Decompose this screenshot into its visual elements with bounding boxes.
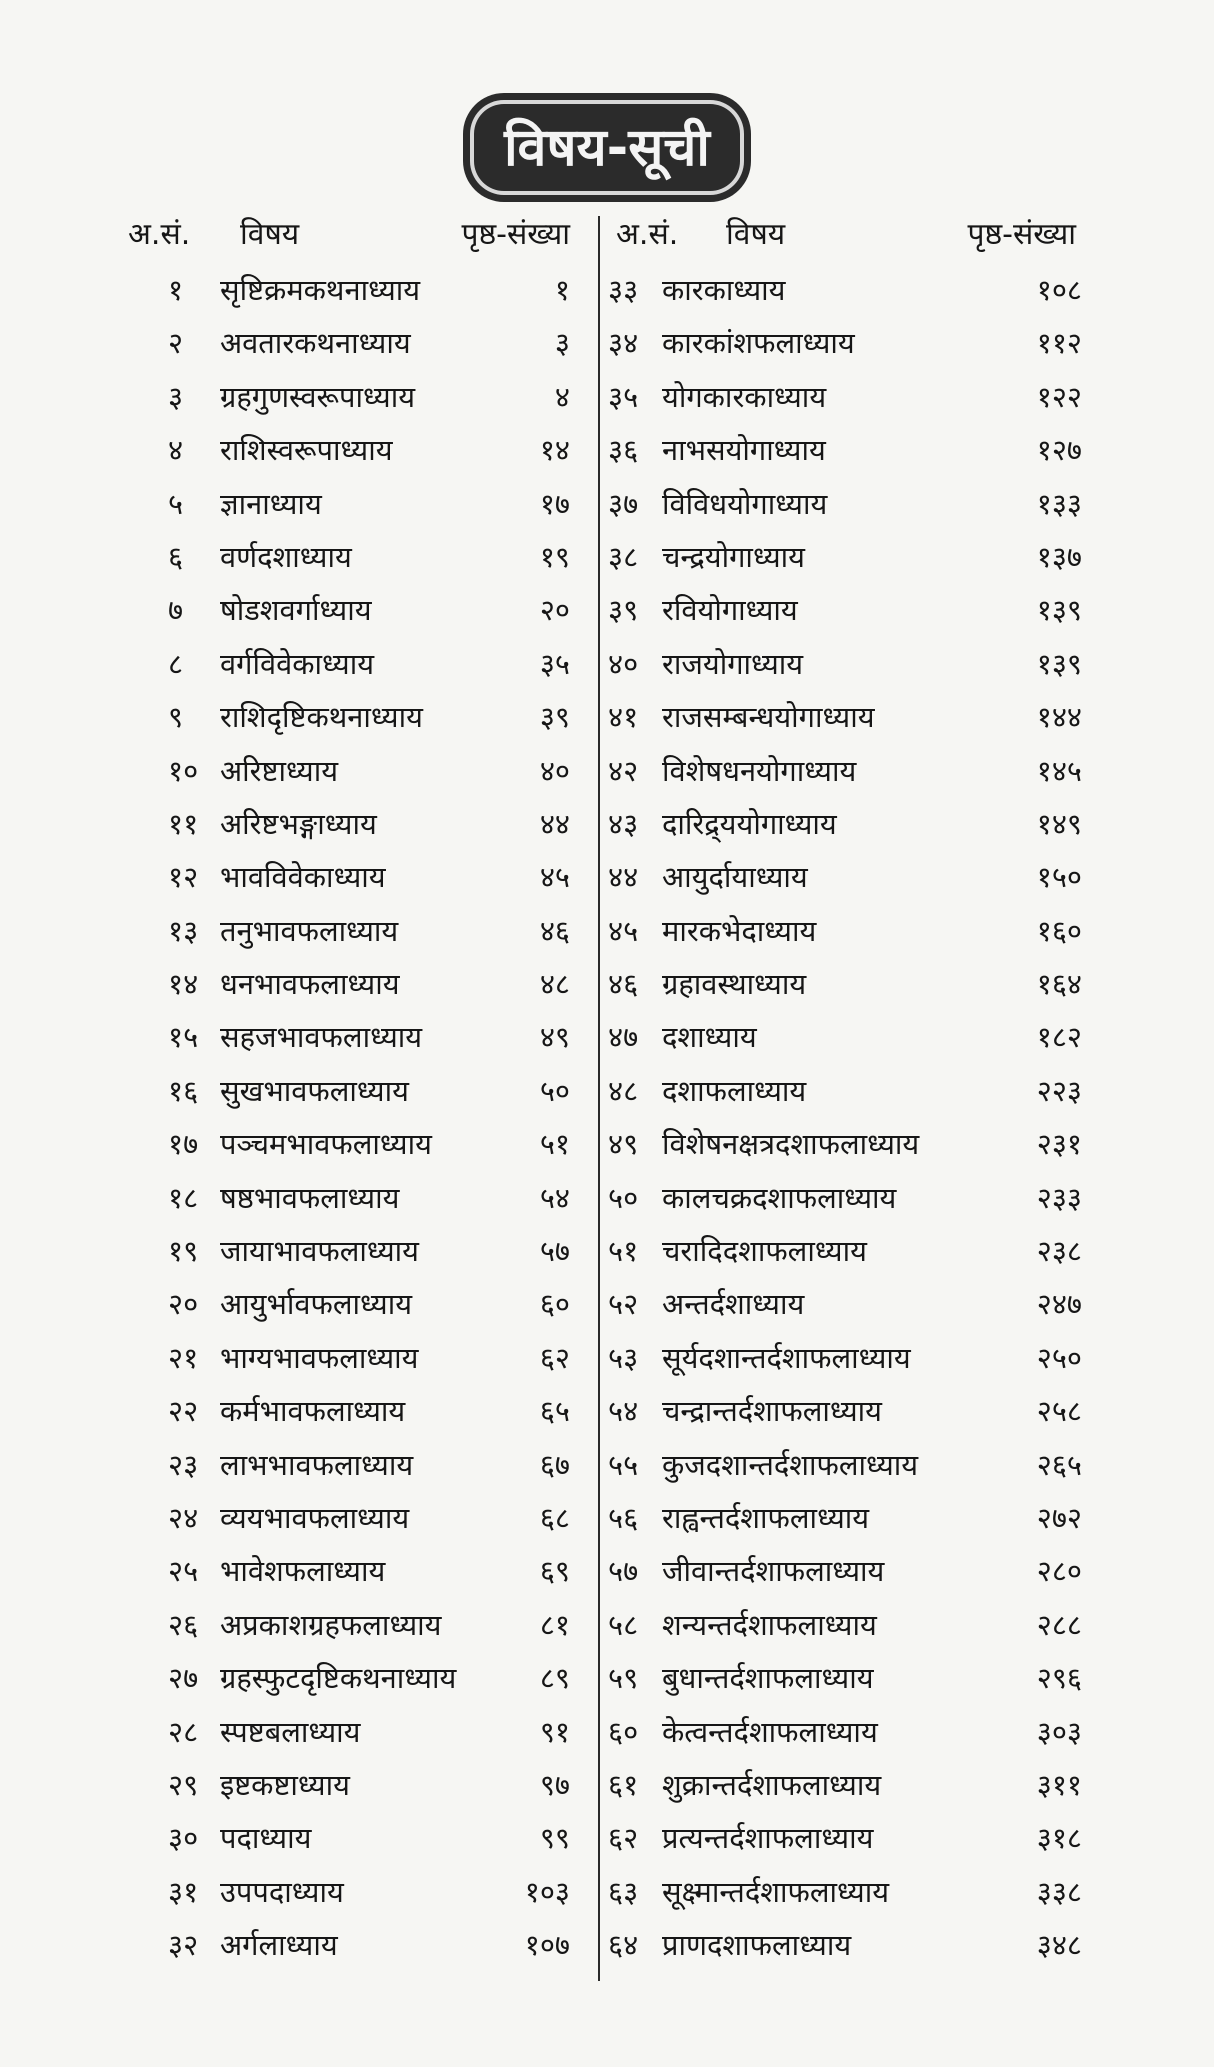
entry-number: ४६: [608, 967, 639, 1002]
column-header: [602, 212, 1082, 264]
toc-row: [128, 851, 598, 904]
entry-title: आयुर्दायाध्याय: [662, 860, 808, 895]
toc-row: [128, 1545, 598, 1598]
entry-page: २५८: [1036, 1394, 1082, 1429]
entry-page: ५०: [539, 1073, 570, 1108]
entry-page: ४६: [539, 913, 570, 948]
entry-title: जायाभावफलाध्याय: [220, 1234, 419, 1269]
header-sno: अ.सं.: [128, 217, 191, 252]
header-sno: अ.सं.: [616, 217, 679, 252]
entry-title: अरिष्टाध्याय: [220, 753, 339, 788]
column-divider: [598, 216, 600, 1981]
toc-row: [128, 1919, 598, 1972]
header-page: पृष्ठ-संख्या: [461, 217, 570, 252]
entry-title: रवियोगाध्याय: [662, 593, 798, 628]
entry-title: अप्रकाशग्रहफलाध्याय: [220, 1607, 442, 1642]
entry-page: १: [554, 273, 570, 307]
entry-number: ३९: [608, 593, 639, 628]
entry-page: १२२: [1036, 379, 1082, 414]
toc-row: [602, 851, 1082, 904]
entry-title: शन्यन्तर्दशाफलाध्याय: [662, 1607, 877, 1642]
entry-page: ९७: [539, 1767, 570, 1802]
entry-title: विशेषनक्षत्रदशाफलाध्याय: [662, 1127, 920, 1162]
entry-number: २४: [168, 1500, 199, 1535]
entry-title: इष्टकष्टाध्याय: [220, 1767, 350, 1802]
entry-number: ४९: [608, 1127, 639, 1162]
entry-page: ९९: [539, 1821, 570, 1856]
entry-page: १३७: [1036, 539, 1082, 574]
entry-number: ६४: [608, 1928, 639, 1963]
entry-page: ३५: [539, 646, 570, 681]
entry-page: ४९: [539, 1020, 570, 1055]
toc-row: [602, 1278, 1082, 1331]
entry-number: १६: [168, 1073, 199, 1108]
entry-number: ५२: [608, 1287, 639, 1322]
entry-number: १८: [168, 1180, 199, 1215]
entry-number: ३८: [608, 539, 639, 574]
entry-title: वर्णदशाध्याय: [220, 539, 352, 574]
toc-row: [128, 798, 598, 851]
entry-title: दशाफलाध्याय: [662, 1073, 807, 1108]
entry-title: कर्मभावफलाध्याय: [220, 1394, 406, 1429]
entry-number: २७: [168, 1661, 199, 1696]
entry-page: १९: [539, 539, 570, 574]
entry-title: केत्वन्तर्दशाफलाध्याय: [662, 1714, 878, 1749]
toc-row: [602, 1439, 1082, 1492]
entry-number: ३०: [168, 1821, 199, 1856]
entry-title: सृष्टिक्रमकथनाध्याय: [220, 273, 421, 307]
entry-page: १५०: [1036, 860, 1082, 895]
entry-number: १: [168, 273, 184, 307]
entry-page: ८१: [539, 1607, 570, 1642]
entry-page: ३०३: [1036, 1714, 1082, 1749]
entry-title: चन्द्रयोगाध्याय: [662, 539, 805, 574]
toc-row: [128, 531, 598, 584]
toc-row: [128, 478, 598, 531]
entry-page: १६०: [1036, 913, 1082, 948]
entry-title: मारकभेदाध्याय: [662, 913, 817, 948]
toc-row: [602, 745, 1082, 798]
toc-row: [128, 264, 598, 317]
entry-title: प्राणदशाफलाध्याय: [662, 1928, 852, 1963]
entry-page: ३१८: [1036, 1821, 1082, 1856]
entry-number: ५६: [608, 1500, 639, 1535]
entry-page: १४४: [1036, 700, 1082, 735]
entry-page: ६७: [539, 1447, 570, 1482]
entry-page: २८८: [1036, 1607, 1082, 1642]
entry-number: २३: [168, 1447, 199, 1482]
entry-page: ९१: [539, 1714, 570, 1749]
entry-page: १३९: [1036, 646, 1082, 681]
toc-row: [602, 1172, 1082, 1225]
entry-page: १०३: [524, 1874, 570, 1909]
entry-title: अरिष्टभङ्गाध्याय: [220, 806, 377, 841]
entry-number: २२: [168, 1394, 199, 1429]
entry-number: ५३: [608, 1340, 639, 1375]
entry-page: ६९: [539, 1554, 570, 1589]
toc-row: [128, 745, 598, 798]
entry-number: ६१: [608, 1767, 639, 1802]
toc-row: [128, 1065, 598, 1118]
toc-row: [128, 1385, 598, 1438]
entry-title: राशिस्वरूपाध्याय: [220, 433, 393, 468]
entry-number: १०: [168, 753, 199, 788]
entry-number: ६०: [608, 1714, 639, 1749]
toc-row: [602, 1599, 1082, 1652]
entry-title: दारिद्र्ययोगाध्याय: [662, 806, 837, 841]
toc-row: [128, 1332, 598, 1385]
entry-number: ३: [168, 379, 184, 414]
toc-row: [602, 531, 1082, 584]
header-subject: विषय: [726, 217, 786, 252]
entry-number: २०: [168, 1287, 199, 1322]
entry-number: ५७: [608, 1554, 639, 1589]
entry-title: आयुर्भावफलाध्याय: [220, 1287, 413, 1322]
toc-rows-right: [602, 264, 1082, 1973]
entry-title: चन्द्रान्तर्दशाफलाध्याय: [662, 1394, 882, 1429]
toc-row: [128, 1172, 598, 1225]
entry-page: ११२: [1036, 326, 1082, 361]
entry-number: ७: [168, 593, 184, 628]
toc-row: [128, 905, 598, 958]
entry-number: ३५: [608, 379, 639, 414]
entry-number: ५०: [608, 1180, 639, 1215]
entry-title: ग्रहगुणस्वरूपाध्याय: [220, 379, 416, 414]
toc-row: [602, 424, 1082, 477]
toc-row: [602, 638, 1082, 691]
toc-row: [128, 1599, 598, 1652]
entry-number: ४१: [608, 700, 639, 735]
entry-number: ४४: [608, 860, 639, 895]
toc-row: [128, 424, 598, 477]
toc-row: [602, 264, 1082, 317]
entry-number: १४: [168, 967, 199, 1002]
toc-row: [602, 1812, 1082, 1865]
entry-title: लाभभावफलाध्याय: [220, 1447, 414, 1482]
entry-page: १३३: [1036, 486, 1082, 521]
toc-row: [602, 1332, 1082, 1385]
toc-row: [128, 958, 598, 1011]
entry-title: भावेशफलाध्याय: [220, 1554, 386, 1589]
entry-page: ८९: [539, 1661, 570, 1696]
entry-number: २९: [168, 1767, 199, 1802]
entry-page: ३३८: [1036, 1874, 1082, 1909]
entry-page: २५०: [1036, 1340, 1082, 1375]
entry-title: भावविवेकाध्याय: [220, 860, 386, 895]
toc-row: [602, 584, 1082, 637]
entry-title: प्रत्यन्तर्दशाफलाध्याय: [662, 1821, 874, 1856]
entry-page: ५७: [539, 1234, 570, 1269]
entry-number: १७: [168, 1127, 199, 1162]
toc-row: [602, 905, 1082, 958]
toc-row: [602, 317, 1082, 370]
entry-page: ३९: [539, 700, 570, 735]
entry-title: राजयोगाध्याय: [662, 646, 804, 681]
toc-row: [602, 798, 1082, 851]
toc-row: [602, 691, 1082, 744]
entry-page: २६५: [1036, 1447, 1082, 1482]
toc-row: [602, 371, 1082, 424]
page-title: विषय-सूची: [470, 100, 744, 195]
toc-row: [602, 1118, 1082, 1171]
entry-page: ४: [554, 379, 570, 414]
entry-title: भाग्यभावफलाध्याय: [220, 1340, 419, 1375]
entry-number: २१: [168, 1340, 199, 1375]
toc-row: [128, 1866, 598, 1919]
entry-number: ४७: [608, 1020, 639, 1055]
entry-page: १४५: [1036, 753, 1082, 788]
entry-page: ४४: [539, 806, 570, 841]
entry-number: ३७: [608, 486, 639, 521]
toc-column-left: [128, 212, 598, 1973]
entry-title: कारकाध्याय: [662, 273, 786, 307]
entry-page: ४०: [539, 753, 570, 788]
entry-title: धनभावफलाध्याय: [220, 967, 400, 1002]
toc-row: [128, 1652, 598, 1705]
entry-page: १४: [539, 433, 570, 468]
toc-row: [128, 584, 598, 637]
toc-row: [128, 691, 598, 744]
entry-title: विशेषधनयोगाध्याय: [662, 753, 857, 788]
entry-title: राजसम्बन्धयोगाध्याय: [662, 700, 875, 735]
entry-title: राशिदृष्टिकथनाध्याय: [220, 700, 423, 735]
entry-page: २३१: [1036, 1127, 1082, 1162]
entry-number: ११: [168, 806, 199, 841]
entry-page: २४७: [1036, 1287, 1082, 1322]
entry-page: १३९: [1036, 593, 1082, 628]
toc-row: [128, 1706, 598, 1759]
toc-row: [602, 1919, 1082, 1972]
entry-number: २५: [168, 1554, 199, 1589]
entry-title: अवतारकथनाध्याय: [220, 326, 411, 361]
entry-title: स्पष्टबलाध्याय: [220, 1714, 361, 1749]
entry-title: सूर्यदशान्तर्दशाफलाध्याय: [662, 1340, 911, 1375]
toc-row: [128, 1011, 598, 1064]
entry-page: २०: [539, 593, 570, 628]
entry-number: ४५: [608, 913, 639, 948]
entry-page: ५१: [539, 1127, 570, 1162]
entry-number: ३२: [168, 1928, 199, 1963]
entry-page: ३११: [1036, 1767, 1082, 1802]
toc-row: [602, 1011, 1082, 1064]
entry-title: सहजभावफलाध्याय: [220, 1020, 423, 1055]
toc-row: [602, 1492, 1082, 1545]
toc-row: [602, 1866, 1082, 1919]
entry-title: सूक्ष्मान्तर्दशाफलाध्याय: [662, 1874, 890, 1909]
entry-number: ३१: [168, 1874, 199, 1909]
entry-number: ५१: [608, 1234, 639, 1269]
entry-page: ६५: [539, 1394, 570, 1429]
entry-number: ९: [168, 700, 184, 735]
entry-title: उपपदाध्याय: [220, 1874, 344, 1909]
entry-title: योगकारकाध्याय: [662, 379, 827, 414]
entry-title: ज्ञानाध्याय: [220, 486, 322, 521]
entry-page: १४९: [1036, 806, 1082, 841]
toc-row: [602, 1759, 1082, 1812]
toc-row: [128, 371, 598, 424]
entry-title: सुखभावफलाध्याय: [220, 1073, 409, 1108]
toc-row: [128, 1812, 598, 1865]
entry-page: ३४८: [1036, 1928, 1082, 1963]
entry-page: २७२: [1036, 1500, 1082, 1535]
entry-page: ४८: [539, 967, 570, 1002]
entry-number: ३६: [608, 433, 639, 468]
toc-row: [128, 1118, 598, 1171]
toc-row: [128, 1278, 598, 1331]
entry-title: ग्रहावस्थाध्याय: [662, 967, 807, 1002]
toc-row: [128, 317, 598, 370]
entry-number: ४०: [608, 646, 639, 681]
toc-row: [602, 1706, 1082, 1759]
toc-row: [128, 1759, 598, 1812]
entry-title: पञ्चमभावफलाध्याय: [220, 1127, 432, 1162]
entry-number: ५९: [608, 1661, 639, 1696]
entry-title: षष्ठभावफलाध्याय: [220, 1180, 400, 1215]
entry-number: ३४: [608, 326, 639, 361]
toc-row: [602, 1385, 1082, 1438]
entry-title: अन्तर्दशाध्याय: [662, 1287, 805, 1322]
entry-number: ४३: [608, 806, 639, 841]
entry-number: ५४: [608, 1394, 639, 1429]
header-page: पृष्ठ-संख्या: [967, 217, 1076, 252]
entry-number: २८: [168, 1714, 199, 1749]
entry-number: ४२: [608, 753, 639, 788]
entry-page: ५४: [539, 1180, 570, 1215]
entry-page: २८०: [1036, 1554, 1082, 1589]
entry-page: २३८: [1036, 1234, 1082, 1269]
entry-title: विविधयोगाध्याय: [662, 486, 828, 521]
toc-row: [602, 478, 1082, 531]
entry-number: ३३: [608, 273, 639, 307]
entry-title: कुजदशान्तर्दशाफलाध्याय: [662, 1447, 919, 1482]
entry-page: ६२: [539, 1340, 570, 1375]
entry-page: ४५: [539, 860, 570, 895]
entry-page: १८२: [1036, 1020, 1082, 1055]
entry-page: ३: [554, 326, 570, 361]
toc-row: [602, 1652, 1082, 1705]
entry-title: जीवान्तर्दशाफलाध्याय: [662, 1554, 885, 1589]
entry-page: ६०: [539, 1287, 570, 1322]
entry-number: ५५: [608, 1447, 639, 1482]
entry-page: २३३: [1036, 1180, 1082, 1215]
entry-number: ६२: [608, 1821, 639, 1856]
entry-page: २२३: [1036, 1073, 1082, 1108]
entry-title: कारकांशफलाध्याय: [662, 326, 855, 361]
entry-title: बुधान्तर्दशाफलाध्याय: [662, 1661, 874, 1696]
entry-number: १२: [168, 860, 199, 895]
entry-number: १९: [168, 1234, 199, 1269]
entry-number: १५: [168, 1020, 199, 1055]
entry-title: पदाध्याय: [220, 1821, 312, 1856]
toc-row: [128, 638, 598, 691]
entry-title: वर्गविवेकाध्याय: [220, 646, 375, 681]
entry-number: २६: [168, 1607, 199, 1642]
toc-row: [602, 1065, 1082, 1118]
toc-row: [128, 1492, 598, 1545]
toc-rows-left: [128, 264, 598, 1973]
entry-title: कालचक्रदशाफलाध्याय: [662, 1180, 897, 1215]
entry-title: शुक्रान्तर्दशाफलाध्याय: [662, 1767, 882, 1802]
entry-page: २९६: [1036, 1661, 1082, 1696]
entry-page: १०७: [524, 1928, 570, 1963]
toc-row: [128, 1225, 598, 1278]
entry-title: राह्वन्तर्दशाफलाध्याय: [662, 1500, 870, 1535]
entry-page: १६४: [1036, 967, 1082, 1002]
title-wrap: [0, 100, 1214, 195]
toc-row: [128, 1439, 598, 1492]
toc-row: [602, 1225, 1082, 1278]
column-header: [128, 212, 598, 264]
entry-page: १२७: [1036, 433, 1082, 468]
entry-title: तनुभावफलाध्याय: [220, 913, 399, 948]
entry-title: व्ययभावफलाध्याय: [220, 1500, 410, 1535]
header-subject: विषय: [240, 217, 300, 252]
entry-page: १७: [539, 486, 570, 521]
entry-number: ५: [168, 486, 184, 521]
toc-row: [602, 1545, 1082, 1598]
toc-column-right: [602, 212, 1082, 1973]
entry-number: २: [168, 326, 184, 361]
entry-number: ४८: [608, 1073, 639, 1108]
toc-row: [602, 958, 1082, 1011]
entry-number: १३: [168, 913, 199, 948]
entry-title: ग्रहस्फुटदृष्टिकथनाध्याय: [220, 1661, 457, 1696]
entry-number: ६३: [608, 1874, 639, 1909]
entry-title: नाभसयोगाध्याय: [662, 433, 826, 468]
entry-title: अर्गलाध्याय: [220, 1928, 338, 1963]
entry-number: ५८: [608, 1607, 639, 1642]
entry-title: चरादिदशाफलाध्याय: [662, 1234, 867, 1269]
entry-page: १०८: [1036, 273, 1082, 307]
entry-number: ४: [168, 433, 184, 468]
entry-page: ६८: [539, 1500, 570, 1535]
entry-title: दशाध्याय: [662, 1020, 757, 1055]
entry-number: ६: [168, 539, 184, 574]
entry-title: षोडशवर्गाध्याय: [220, 593, 372, 628]
entry-number: ८: [168, 646, 184, 681]
